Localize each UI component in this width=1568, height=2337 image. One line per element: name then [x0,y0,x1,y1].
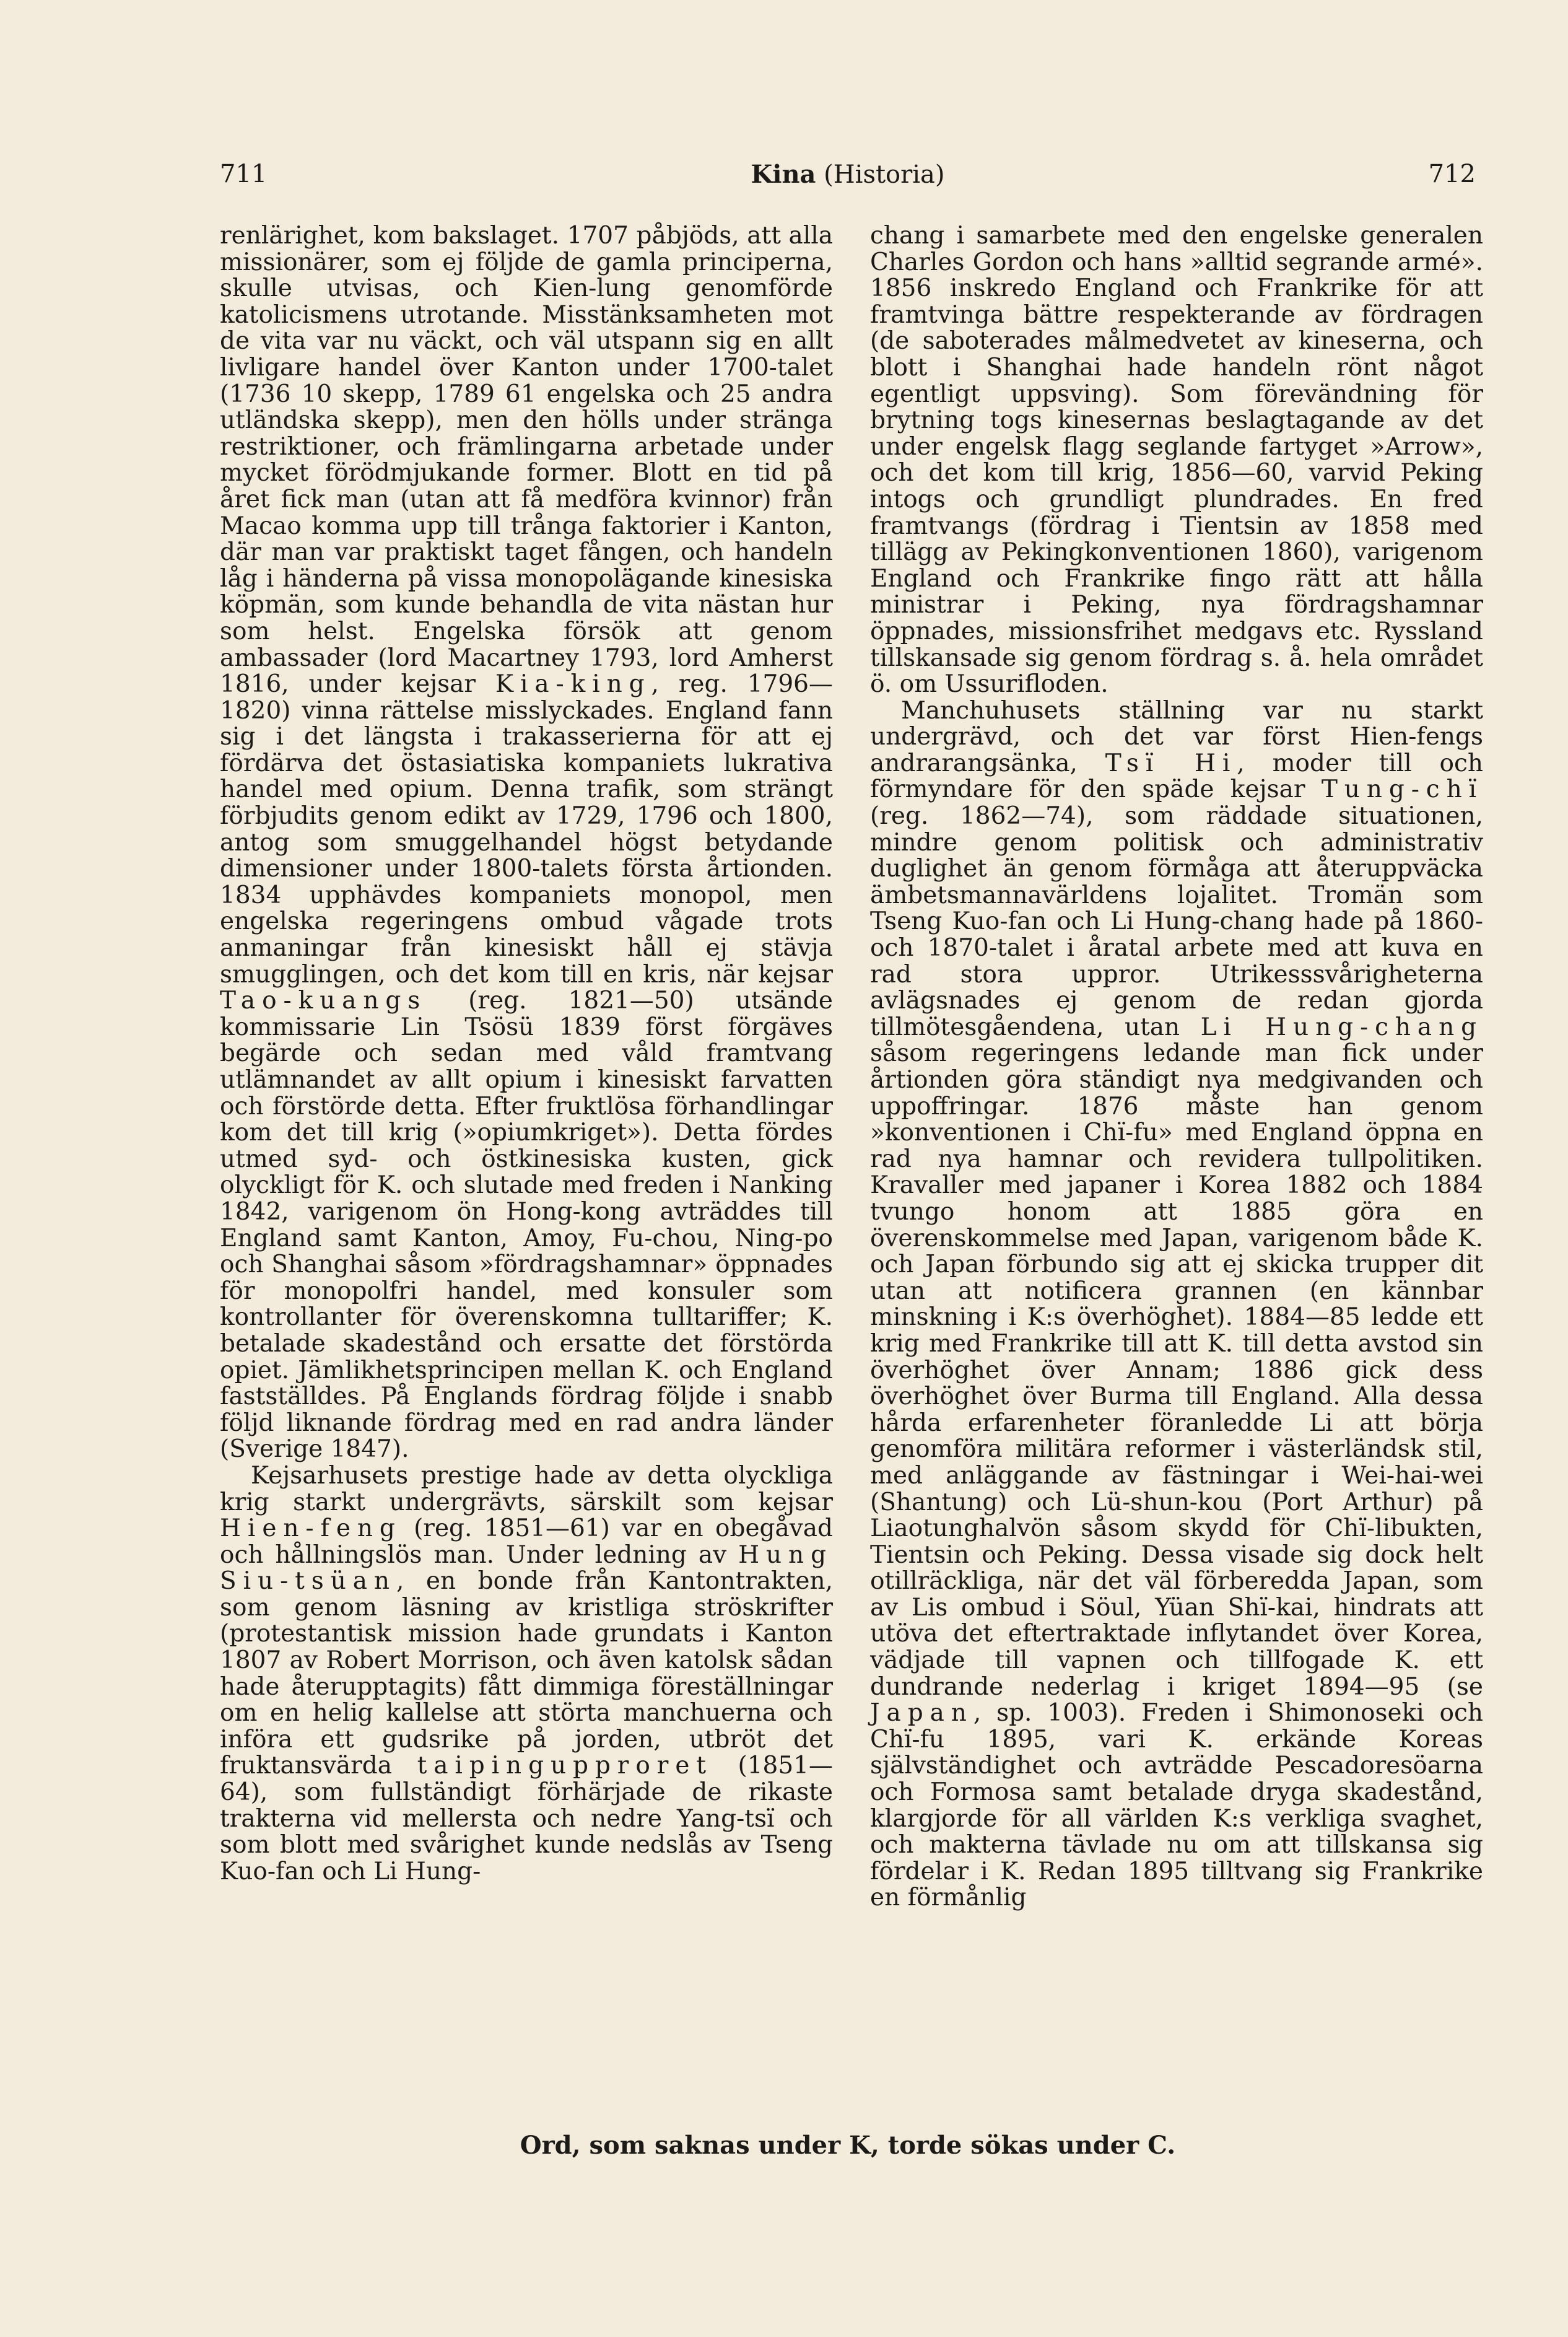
text-run: (reg. 1862—74), som räddade situationen, mindre genom politisk och administrativ duglighet än genom förmåga att återuppväcka ämbetsmannavärldens lojalitet. Tromän som Tseng Kuo-fan och Li Hung-chang hade på 1860- och 1870-talet i åratal arbete med att kuva en rad stora uppror. Utrikesssvårigheterna avlägsnades ej genom de redan gjorda tillmötesgåendena, utan [870,802,1483,1041]
paragraph [220,1463,833,1885]
left-column [220,223,833,1885]
text-run: renlärighet, kom bakslaget. 1707 påbjöds, att alla missionärer, som ej följde de gamla principerna, skulle utvisas, och Kien-lung genomförde katolicismens utrotande. Misstänksamheten mot de vita var nu väckt, och väl utspann sig en allt livligare handel över Kanton under 1700-talet (1736 10 skepp, 1789 61 engelska och 25 andra utländska skepp), men den hölls under stränga restriktioner, och främlingarna arbetade under mycket förödmjukande former. Blott en tid på året fick man (utan att få medföra kvinnor) från Macao komma upp till trånga faktorier i Kanton, där man var praktiskt taget fången, och handeln låg i händerna på vissa monopolägande kinesiska köpmän, som kunde behandla de vita nästan hur som helst. Engelska försök att genom ambassader (lord Macartney 1793, lord Amherst 1816, under kejsar [220,222,833,699]
text-run: Kejsarhusets prestige hade av detta olyckliga krig starkt undergrävts, särskilt som kejsar [220,1461,833,1516]
spaced-name: Tsï Hi [1105,749,1237,777]
text-run: , reg. 1796—1820) vinna rättelse misslyckades. England fann sig i det längsta i trakasserierna för att ej fördärva det östasiatiska kompaniets lukrativa handel med opium. Denna trafik, som strängt förbjudits genom edikt av 1729, 1796 och 1800, antog som smuggelhandel högst betydande dimensioner under 1800-talets första årtionden. 1834 upphävdes kompaniets monopol, men engelska regeringens ombud vågade trots anmaningar från kinesiskt håll ej stävja smugglingen, och det kom till en kris, när kejsar [220,670,834,989]
text-run: Manchuhusets ställning var nu starkt undergrävd, och det var först Hien-fengs andrarangsänka, [870,696,1483,777]
right-column [870,223,1483,1911]
paragraph [870,698,1483,1911]
text-run: (reg. 1851—61) var en obegåvad och hållningslös man. Under ledning av [220,1514,833,1569]
text-run: , sp. 1003). Freden i Shimonoseki och Chï-fu 1895, vari K. erkände Koreas självständighet och avträdde Pescadoresöarna och Formosa samt betalade dryga skadestånd, klargjorde för all världen K:s verkliga svaghet, och makterna tävlade nu om att tillskansa sig fördelar i K. Redan 1895 tilltvang sig Frankrike en förmånlig [870,1699,1483,1912]
spaced-name: taipingupproret [417,1752,713,1780]
running-head [220,160,1476,189]
text-run: , moder till och förmyndare för den späde kejsar [870,749,1483,804]
spaced-name: Hien-feng [220,1514,402,1543]
spaced-name: Hung Siu-tsüan [220,1540,833,1596]
footer-note: Ord, som saknas under K, torde sökas under C. [520,2131,1176,2160]
text-run: , en bonde från Kantontrakten, som genom läsning av kristliga ströskrifter (protestantisk mission hade grundats i Kanton 1807 av Robert Morrison, och även katolsk sådan hade återupptagits) fått dimmiga föreställningar om en helig kallelse att störta manchuerna och införa ett gudsrike på jorden, utbröt det fruktansvärda [220,1567,833,1780]
page-header [220,149,1476,198]
spaced-name: Tao-kuangs [220,987,427,1015]
spaced-name: Tung-chï [1321,775,1483,804]
paragraph: chang i samarbete med den engelske generalen Charles Gordon och hans »alltid segrande armé». 1856 inskredo England och Frankrike för att framtvinga bättre respekterande av fördragen (de saboterades målmedvetet av kineserna, och blott i Shanghai hade handeln rönt något egentligt uppsving). Som förevändning för brytning togs kinesernas beslagtagande av det under engelsk flagg seglande fartyget »Arrow», och det kom till krig, 1856—60, varvid Peking intogs och grundligt plundrades. En fred framtvangs (fördrag i Tientsin av 1858 med tillägg av Pekingkonventionen 1860), varigenom England och Frankrike fingo rätt att hålla ministrar i Peking, nya fördragshamnar öppnades, missionsfrihet medgavs etc. Ryssland tillskansade sig genom fördrag s. å. hela området ö. om Ussurifloden. [870,222,1483,699]
spaced-name: Kia-king [495,670,651,699]
left-page-number: 711 [220,160,268,188]
paragraph [220,223,833,1463]
running-head-keyword: Kina [751,160,816,189]
text-run: (1851—64), som fullständigt förhärjade de rikaste trakterna vid mellersta och nedre Yang-tsï och som blott med svårighet kunde nedslås av Tseng Kuo-fan och Li Hung- [220,1752,833,1885]
right-page-number: 712 [1428,160,1476,188]
text-run: såsom regeringens ledande man fick under årtionden göra ständigt nya medgivanden och uppoffringar. 1876 måste han genom »konventionen i Chï-fu» med England öppna en rad nya hamnar och revidera tullpolitiken. Kravaller med japaner i Korea 1882 och 1884 tvungo honom att 1885 göra en överenskommelse med Japan, varigenom både K. och Japan förbundo sig att ej skicka trupper dit utan att notificera grannen (en kännbar minskning i K:s överhöghet). 1884—85 ledde ett krig med Frankrike till att K. till detta avstod sin överhöghet över Annam; 1886 gick dess överhöghet över Burma till England. Alla dessa hårda erfarenheter föranledde Li att börja genomföra militära reformer i västerländsk stil, med anläggande av fästningar i Wei-hai-wei (Shantung) och Lü-shun-kou (Port Arthur) på Liaotunghalvön såsom skydd för Chï-libukten, Tientsin och Peking. Dessa visade sig dock helt otillräckliga, när det väl förberedda Japan, som av Lis ombud i Söul, Yüan Shï-kai, hindrats att utöva det eftertraktade inflytandet över Korea, vädjade till vapnen och tillfogade K. ett dundrande nederlag i kriget 1894—95 (se [870,1039,1483,1701]
text-run: (reg. 1821—50) utsände kommissarie Lin Tsösü 1839 först förgäves begärde och sedan med våld framtvang utlämnandet av allt opium i kinesiskt farvatten och förstörde detta. Efter fruktlösa förhandlingar kom det till krig (»opiumkriget»). Detta fördes utmed syd- och östkinesiska kusten, gick olyckligt för K. och slutade med freden i Nanking 1842, varigenom ön Hong-kong avträddes till England samt Kanton, Amoy, Fu-chou, Ning-po och Shanghai såsom »fördragshamnar» öppnades för monopolfri handel, med konsuler som kontrollanter för överenskomna tulltariffer; K. betalade skadestånd och ersatte det förstörda opiet. Jämlikhetsprincipen mellan K. och England fastställdes. På Englands fördrag följde i snabb följd liknande fördrag med en rad andra länder (Sverige 1847). [220,987,833,1464]
spaced-name: Li Hung-chang [1200,1013,1484,1041]
spaced-name: Japan [870,1699,973,1728]
running-head-section: (Historia) [824,160,945,189]
